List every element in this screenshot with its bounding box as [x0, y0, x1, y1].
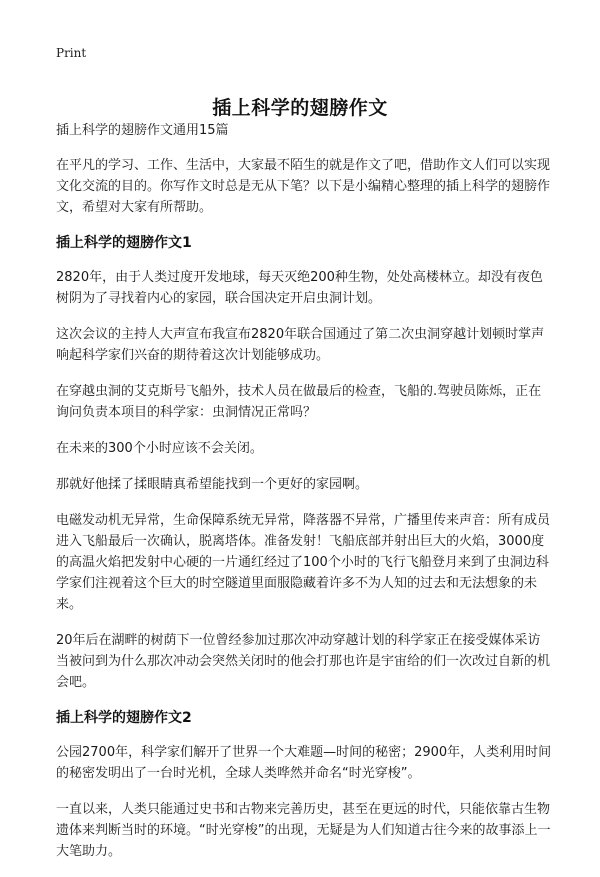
paragraph: 那就好他揉了揉眼睛真希望能找到一个更好的家园啊。: [56, 477, 369, 492]
paragraph: 20年后在湖畔的树荫下一位曾经参加过那次冲动穿越计划的科学家正在接受媒体采访当被问到为什么那次冲动会突然关闭时的他会打那也许是宇宙给的们一次改过自新的机会吧。: [56, 633, 551, 690]
paragraph: 公园2700年，科学家们解开了世界一个大难题—时间的秘密；2900年，人类利用时间的秘密发明出了一台时光机，全球人类哗然并命名“时光穿梭”。: [56, 745, 552, 781]
print-link[interactable]: Print: [56, 46, 87, 60]
paragraph: 这次会议的主持人大声宣布我宣布2820年联合国通过了第二次虫洞穿越计划顿时掌声响起科学家们兴奋的期待着这次计划能够成功。: [56, 327, 545, 363]
article-subtitle: 插上科学的翅膀作文通用15篇: [56, 123, 229, 138]
page-title: 插上科学的翅膀作文: [212, 96, 388, 119]
paragraph: 电磁发动机无异常，生命保障系统无异常，降落器不异常，广播里传来声音：所有成员进入飞船最后一次确认，脱离塔体。准备发射！飞船底部并射出巨大的火焰，3000度的高温火焰把发射中心硬的一片通红经过了100个小时的飞行飞船登月来到了虫洞边科学家们注视着这个巨大的时空隧道里面服隐藏着许多不为人知的过去和无法想象的未来。: [56, 513, 551, 612]
paragraph: 在未来的300个小时应该不会关闭。: [56, 441, 263, 456]
paragraph: 在穿越虫洞的艾克斯号飞船外，技术人员在做最后的检查，飞船的.驾驶员陈烁，正在询问负责本项目的科学家：虫洞情况正常吗？: [56, 384, 542, 420]
section-heading-2: 插上科学的翅膀作文2: [56, 710, 192, 726]
article-body: [56, 120, 552, 877]
paragraph: 一直以来，人类只能通过史书和古物来完善历史，甚至在更远的时代，只能依靠古生物遗体来判断当时的环境。“时光穿梭”的出现，无疑是为人们知道古往今来的故事添上一大笔助力。: [56, 802, 551, 859]
paragraph: 2820年，由于人类过度开发地球，每天灭绝200种生物，处处高楼林立。却没有夜色树阴为了寻找着内心的家园，联合国决定开启虫洞计划。: [56, 270, 543, 306]
section-heading-1: 插上科学的翅膀作文1: [56, 235, 192, 251]
intro-paragraph: 在平凡的学习、工作、生活中，大家最不陌生的就是作文了吧，借助作文人们可以实现文化交流的目的。你写作文时总是无从下笔？以下是小编精心整理的插上科学的翅膀作文，希望对大家有所帮助。: [56, 158, 551, 215]
